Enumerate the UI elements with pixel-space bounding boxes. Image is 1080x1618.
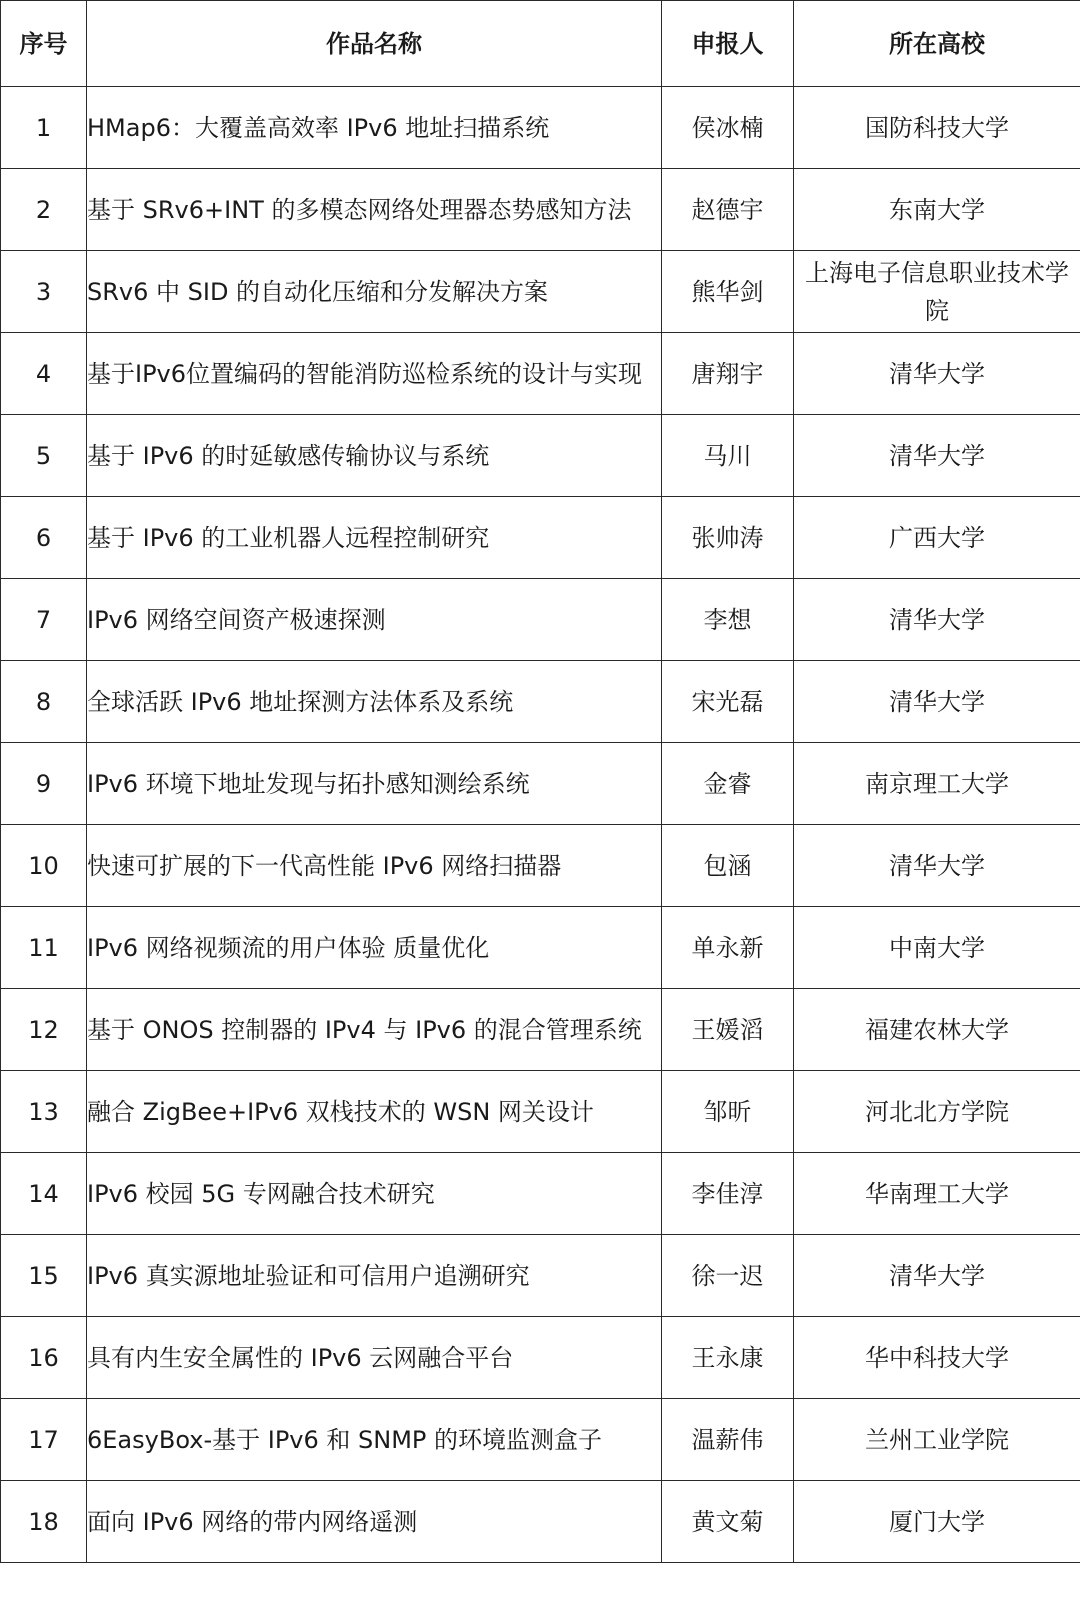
table-row	[1, 415, 1080, 497]
row-applicant: 马川	[662, 415, 794, 497]
row-applicant: 王媛滔	[662, 989, 794, 1071]
row-title: SRv6 中 SID 的自动化压缩和分发解决方案	[87, 251, 662, 333]
row-title: 基于 SRv6+INT 的多模态网络处理器态势感知方法	[87, 169, 662, 251]
table-row	[1, 989, 1080, 1071]
row-school: 清华大学	[794, 1235, 1080, 1317]
row-school: 华中科技大学	[794, 1317, 1080, 1399]
row-title: HMap6：大覆盖高效率 IPv6 地址扫描系统	[87, 87, 662, 169]
row-no: 17	[1, 1399, 87, 1481]
row-no: 1	[1, 87, 87, 169]
header-no: 序号	[1, 1, 87, 87]
row-school: 清华大学	[794, 579, 1080, 661]
row-no: 10	[1, 825, 87, 907]
row-no: 18	[1, 1481, 87, 1563]
row-applicant: 熊华剑	[662, 251, 794, 333]
row-applicant: 包涵	[662, 825, 794, 907]
row-school: 国防科技大学	[794, 87, 1080, 169]
header-title: 作品名称	[87, 1, 662, 87]
row-no: 6	[1, 497, 87, 579]
table-row	[1, 497, 1080, 579]
row-title: IPv6 校园 5G 专网融合技术研究	[87, 1153, 662, 1235]
table-row	[1, 333, 1080, 415]
row-applicant: 宋光磊	[662, 661, 794, 743]
row-no: 12	[1, 989, 87, 1071]
row-title: 6EasyBox-基于 IPv6 和 SNMP 的环境监测盒子	[87, 1399, 662, 1481]
row-title: IPv6 环境下地址发现与拓扑感知测绘系统	[87, 743, 662, 825]
row-no: 16	[1, 1317, 87, 1399]
row-school: 厦门大学	[794, 1481, 1080, 1563]
row-applicant: 金睿	[662, 743, 794, 825]
row-school: 清华大学	[794, 825, 1080, 907]
row-title: 面向 IPv6 网络的带内网络遥测	[87, 1481, 662, 1563]
row-school: 河北北方学院	[794, 1071, 1080, 1153]
row-title: IPv6 真实源地址验证和可信用户追溯研究	[87, 1235, 662, 1317]
table-row	[1, 1235, 1080, 1317]
row-school: 广西大学	[794, 497, 1080, 579]
row-applicant: 侯冰楠	[662, 87, 794, 169]
row-no: 15	[1, 1235, 87, 1317]
row-no: 2	[1, 169, 87, 251]
row-title: IPv6 网络视频流的用户体验 质量优化	[87, 907, 662, 989]
row-no: 5	[1, 415, 87, 497]
row-no: 8	[1, 661, 87, 743]
row-title: 快速可扩展的下一代高性能 IPv6 网络扫描器	[87, 825, 662, 907]
row-no: 13	[1, 1071, 87, 1153]
row-school: 上海电子信息职业技术学院	[794, 251, 1080, 333]
row-title: 基于 ONOS 控制器的 IPv4 与 IPv6 的混合管理系统	[87, 989, 662, 1071]
header-school: 所在高校	[794, 1, 1080, 87]
row-title: 基于 IPv6 的时延敏感传输协议与系统	[87, 415, 662, 497]
row-school: 中南大学	[794, 907, 1080, 989]
row-school: 福建农林大学	[794, 989, 1080, 1071]
table-row	[1, 907, 1080, 989]
row-applicant: 唐翔宇	[662, 333, 794, 415]
row-no: 14	[1, 1153, 87, 1235]
row-title: 融合 ZigBee+IPv6 双栈技术的 WSN 网关设计	[87, 1071, 662, 1153]
row-applicant: 李佳淳	[662, 1153, 794, 1235]
row-title: 基于 IPv6 的工业机器人远程控制研究	[87, 497, 662, 579]
row-school: 华南理工大学	[794, 1153, 1080, 1235]
header-applicant: 申报人	[662, 1, 794, 87]
table-row	[1, 1153, 1080, 1235]
row-school: 南京理工大学	[794, 743, 1080, 825]
table-row	[1, 1399, 1080, 1481]
row-applicant: 黄文菊	[662, 1481, 794, 1563]
row-applicant: 温薪伟	[662, 1399, 794, 1481]
row-no: 4	[1, 333, 87, 415]
table-row	[1, 825, 1080, 907]
row-school: 清华大学	[794, 333, 1080, 415]
row-no: 11	[1, 907, 87, 989]
row-title: IPv6 网络空间资产极速探测	[87, 579, 662, 661]
table-row	[1, 169, 1080, 251]
row-applicant: 王永康	[662, 1317, 794, 1399]
row-school: 清华大学	[794, 661, 1080, 743]
row-school: 东南大学	[794, 169, 1080, 251]
table-row	[1, 1071, 1080, 1153]
row-no: 7	[1, 579, 87, 661]
table-row	[1, 1481, 1080, 1563]
table-header	[1, 1, 1080, 87]
table-row	[1, 579, 1080, 661]
table-row	[1, 743, 1080, 825]
row-title: 具有内生安全属性的 IPv6 云网融合平台	[87, 1317, 662, 1399]
row-applicant: 赵德宇	[662, 169, 794, 251]
header-row	[1, 1, 1080, 87]
row-title: 基于IPv6位置编码的智能消防巡检系统的设计与实现	[87, 333, 662, 415]
row-title: 全球活跃 IPv6 地址探测方法体系及系统	[87, 661, 662, 743]
table-body	[1, 87, 1080, 1563]
row-no: 3	[1, 251, 87, 333]
table-row	[1, 661, 1080, 743]
row-applicant: 单永新	[662, 907, 794, 989]
row-applicant: 邹昕	[662, 1071, 794, 1153]
row-applicant: 张帅涛	[662, 497, 794, 579]
table-row	[1, 251, 1080, 333]
row-school: 兰州工业学院	[794, 1399, 1080, 1481]
table-row	[1, 87, 1080, 169]
row-applicant: 李想	[662, 579, 794, 661]
row-no: 9	[1, 743, 87, 825]
row-school: 清华大学	[794, 415, 1080, 497]
table-row	[1, 1317, 1080, 1399]
row-applicant: 徐一迟	[662, 1235, 794, 1317]
